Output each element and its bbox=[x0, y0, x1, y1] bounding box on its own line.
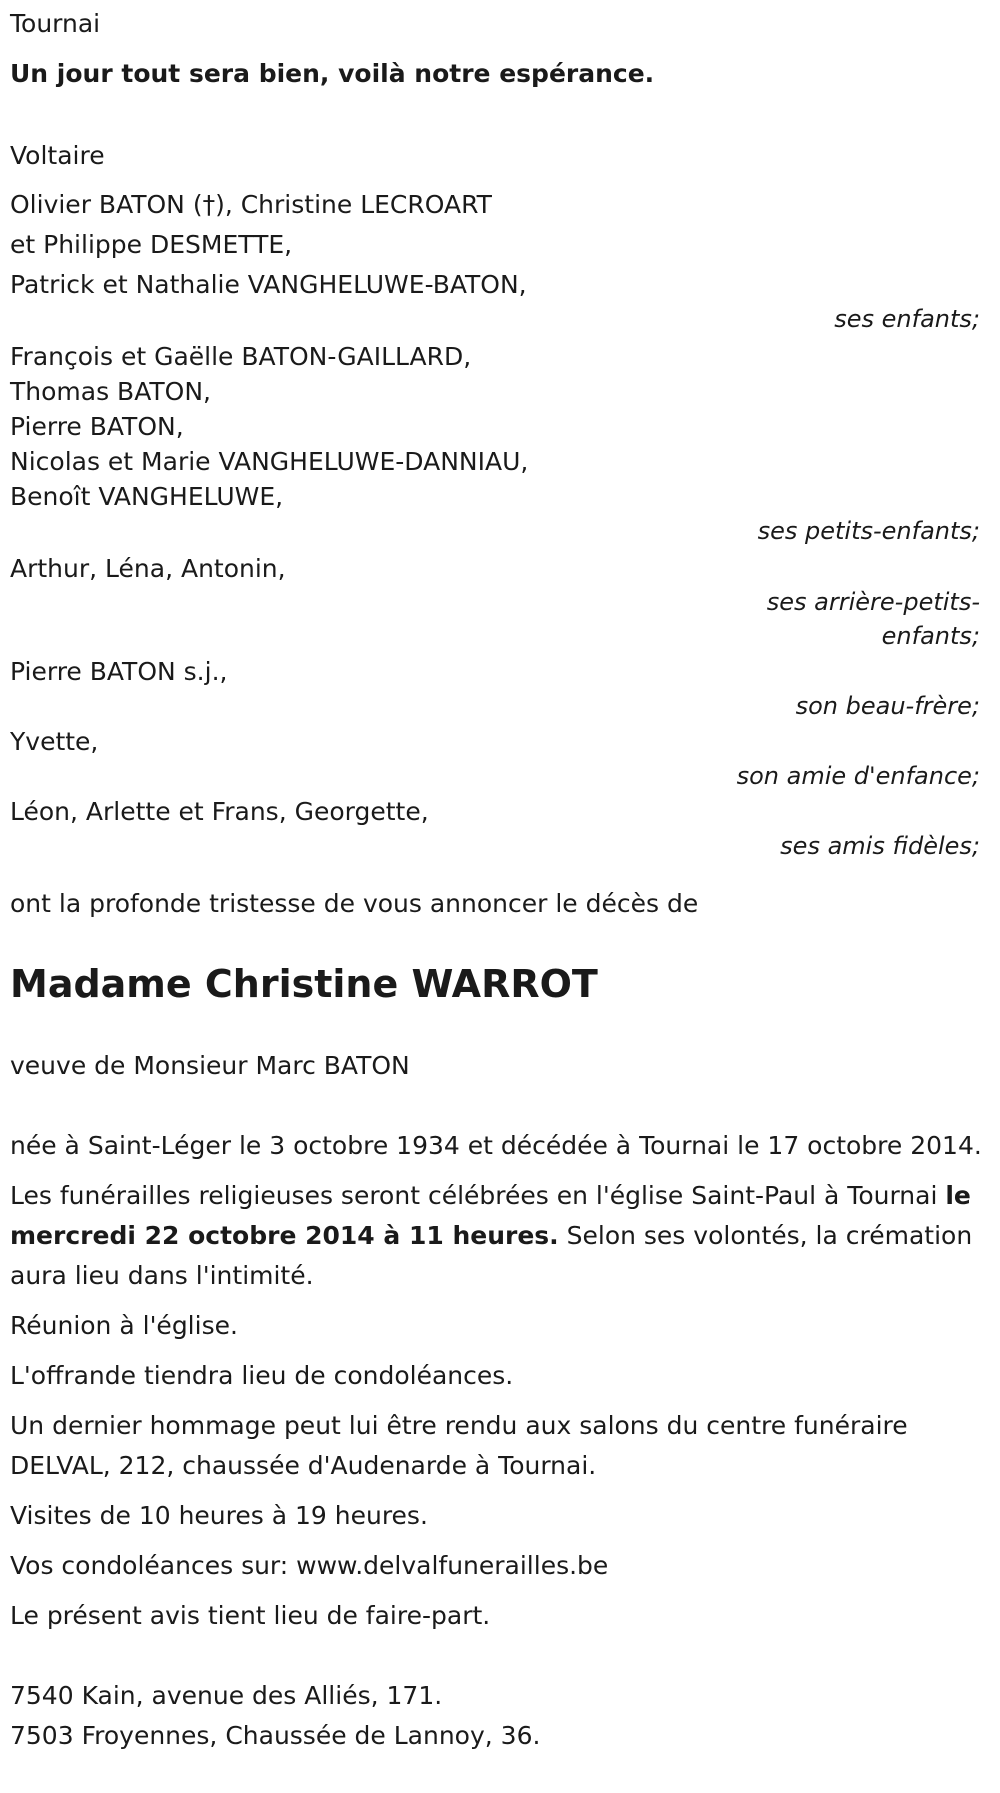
relation-label: son amie d'enfance; bbox=[736, 762, 980, 790]
family-line: Patrick et Nathalie VANGHELUWE-BATON, bbox=[10, 270, 527, 299]
deceased-name: Madame Christine WARROT bbox=[10, 962, 598, 1006]
notice-text: Le présent avis tient lieu de faire-part. bbox=[10, 1601, 491, 1630]
relation-label: ses enfants; bbox=[834, 305, 980, 333]
relation-label: son beau-frère; bbox=[795, 692, 980, 720]
family-line: Thomas BATON, bbox=[10, 377, 211, 406]
relation-label-line: ses arrière-petits- bbox=[766, 588, 980, 616]
addresses-block bbox=[10, 1676, 990, 1756]
obituary-notice bbox=[0, 4, 1000, 1793]
funeral-details bbox=[10, 1176, 990, 1296]
tribute-text: Un dernier hommage peut lui être rendu aux salons du centre funéraire DELVAL, 212, chaussée d'Audenarde à Tournai. bbox=[10, 1411, 908, 1480]
family-line: et Philippe DESMETTE, bbox=[10, 230, 293, 259]
address-line: 7503 Froyennes, Chaussée de Lannoy, 36. bbox=[10, 1721, 541, 1750]
funeral-text-cont: Selon ses volontés, la crémation aura lieu dans l'intimité. bbox=[10, 1221, 973, 1290]
widow-of-text: veuve de Monsieur Marc BATON bbox=[10, 1051, 410, 1080]
relation-label bbox=[720, 583, 980, 656]
motto-quote: Un jour tout sera bien, voilà notre espérance. bbox=[10, 59, 655, 88]
relation-label: ses petits-enfants; bbox=[757, 517, 980, 545]
family-line: Olivier BATON (†), Christine LECROART bbox=[10, 190, 492, 219]
relation-label: ses amis fidèles; bbox=[780, 832, 980, 860]
funeral-text: Les funérailles religieuses seront célébrées en l'église Saint-Paul à Tournai bbox=[10, 1181, 946, 1210]
relation-label-line: enfants; bbox=[881, 622, 980, 650]
offering-text: L'offrande tiendra lieu de condoléances. bbox=[10, 1361, 514, 1390]
childhood-friend-group bbox=[10, 722, 990, 796]
address-line: 7540 Kain, avenue des Alliés, 171. bbox=[10, 1681, 443, 1710]
family-line: Benoît VANGHELUWE, bbox=[10, 482, 284, 511]
grandchildren-group bbox=[10, 337, 990, 551]
great-grandchildren-group bbox=[10, 549, 990, 656]
family-line: Yvette, bbox=[10, 727, 99, 756]
birth-death-text: née à Saint-Léger le 3 octobre 1934 et décédée à Tournai le 17 octobre 2014. bbox=[10, 1131, 982, 1160]
family-line: Pierre BATON s.j., bbox=[10, 657, 228, 686]
family-line: Arthur, Léna, Antonin, bbox=[10, 554, 286, 583]
place-heading: Tournai bbox=[10, 9, 101, 38]
family-line: Pierre BATON, bbox=[10, 412, 184, 441]
family-line: Léon, Arlette et Frans, Georgette, bbox=[10, 797, 429, 826]
children-group bbox=[10, 185, 990, 339]
friends-group bbox=[10, 792, 990, 866]
family-line: Nicolas et Marie VANGHELUWE-DANNIAU, bbox=[10, 447, 529, 476]
visits-text: Visites de 10 heures à 19 heures. bbox=[10, 1501, 428, 1530]
funeral-date: le mercredi 22 octobre 2014 à 11 heures. bbox=[10, 1181, 971, 1250]
meeting-text: Réunion à l'église. bbox=[10, 1311, 238, 1340]
quote-author: Voltaire bbox=[10, 141, 105, 170]
brother-in-law-group bbox=[10, 652, 990, 726]
condolences-text: Vos condoléances sur: www.delvalfunerailles.be bbox=[10, 1551, 609, 1580]
announcement-text: ont la profonde tristesse de vous annoncer le décès de bbox=[10, 889, 699, 918]
family-line: François et Gaëlle BATON-GAILLARD, bbox=[10, 342, 472, 371]
